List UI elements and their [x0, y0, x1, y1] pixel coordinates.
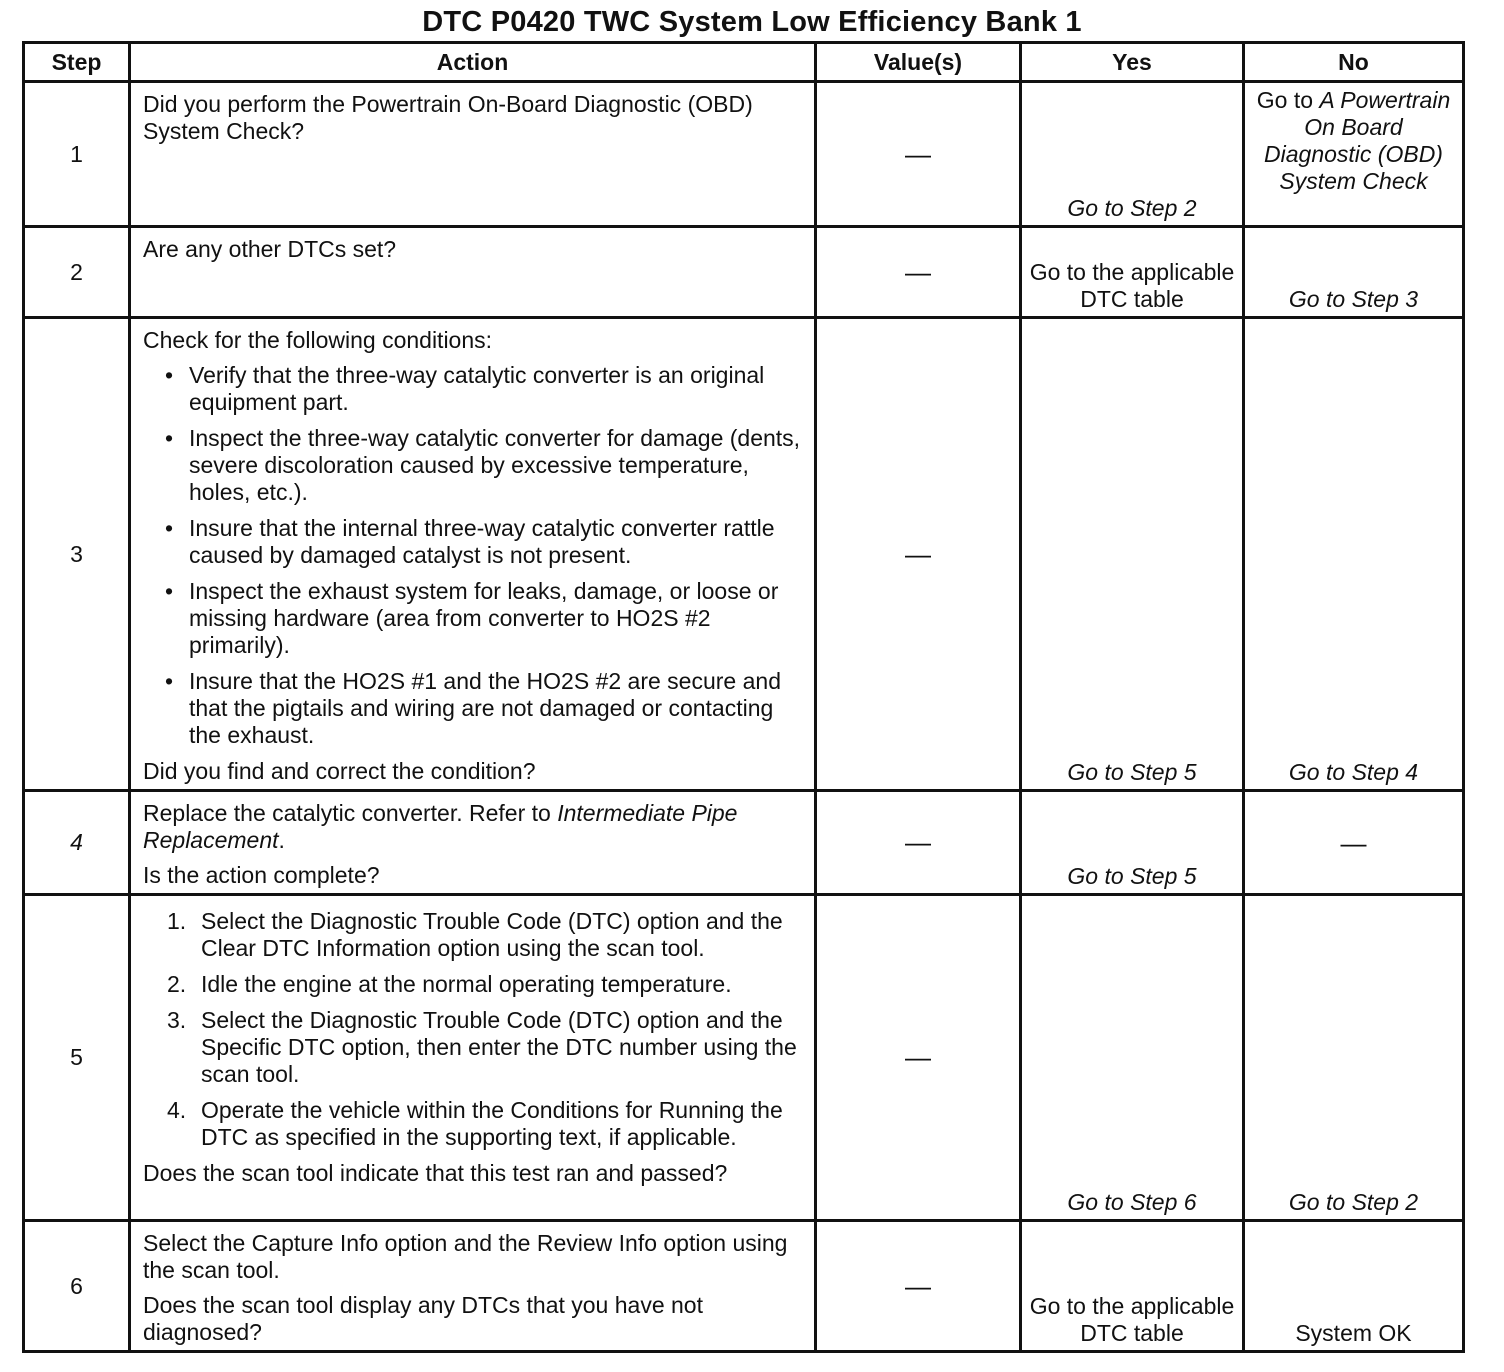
no-cell [1244, 1221, 1464, 1352]
header-yes: Yes [1021, 43, 1244, 82]
list-item: • Inspect the three-way catalytic converter for damage (dents, severe discoloration caused by excessive temperature, holes, etc.). [165, 425, 801, 505]
step-number: 2 [24, 227, 130, 318]
bullet-icon: • [165, 425, 174, 451]
yes-cell[interactable] [1021, 227, 1244, 318]
action-text: Are any other DTCs set? [143, 236, 397, 262]
table-row [24, 791, 1464, 895]
yes-link[interactable]: Go to Step 6 [1067, 1189, 1197, 1215]
page-title: DTC P0420 TWC System Low Efficiency Bank 1 [422, 6, 1082, 38]
no-link[interactable]: A Powertrain On Board Diagnostic (OBD) System Check [1264, 87, 1451, 194]
action-intro: Check for the following conditions: [143, 327, 493, 353]
header-row [24, 43, 1464, 82]
no-cell[interactable] [1244, 895, 1464, 1221]
step-number: 5 [24, 895, 130, 1221]
list-item: • Inspect the exhaust system for leaks, damage, or loose or missing hardware (area from converter to HO2S #2 primarily). [165, 578, 779, 658]
bullet-icon: • [165, 515, 174, 541]
action-cell [130, 82, 816, 227]
action-text: Did you perform the Powertrain On-Board Diagnostic (OBD) System Check? [143, 91, 753, 144]
step-number: 6 [24, 1221, 130, 1352]
action-question: Is the action complete? [143, 862, 380, 888]
no-cell: — [1244, 791, 1464, 895]
yes-cell[interactable] [1021, 318, 1244, 791]
bullet-icon: • [165, 578, 174, 604]
value-cell: — [816, 318, 1021, 791]
value-cell: — [816, 791, 1021, 895]
yes-link[interactable]: Go to Step 5 [1067, 759, 1197, 785]
no-link[interactable]: Go to Step 3 [1288, 286, 1419, 312]
procedure-list [143, 908, 804, 1151]
header-step: Step [24, 43, 130, 82]
yes-cell[interactable] [1021, 82, 1244, 227]
list-item: 2. Idle the engine at the normal operating temperature. [167, 971, 732, 997]
action-cell [130, 318, 816, 791]
diagnostic-table [22, 41, 1465, 1353]
yes-link[interactable]: Go to the applicable DTC table [1029, 259, 1235, 312]
no-link[interactable]: Go to Step 2 [1288, 1189, 1419, 1215]
action-cell [130, 1221, 816, 1352]
value-cell: — [816, 82, 1021, 227]
list-item: 4. Operate the vehicle within the Conditions for Running the DTC as specified in the supporting text, if applicable. [167, 1097, 783, 1150]
step-number: 4 [24, 791, 130, 895]
action-text: Select the Capture Info option and the Review Info option using the scan tool. [143, 1230, 788, 1283]
no-cell[interactable] [1244, 82, 1464, 227]
step-number: 1 [24, 82, 130, 227]
yes-link[interactable]: Go to the applicable DTC table [1029, 1293, 1235, 1346]
table-row [24, 227, 1464, 318]
action-cell [130, 227, 816, 318]
list-item: 3. Select the Diagnostic Trouble Code (DTC) option and the Specific DTC option, then enter the DTC number using the scan tool. [167, 1007, 797, 1087]
header-values: Value(s) [816, 43, 1021, 82]
step-number: 3 [24, 318, 130, 791]
no-cell[interactable] [1244, 318, 1464, 791]
list-item: • Insure that the HO2S #1 and the HO2S #2 are secure and that the pigtails and wiring are not damaged or contacting the exhaust. [165, 668, 781, 748]
action-cell [130, 895, 816, 1221]
no-result: System OK [1295, 1320, 1412, 1346]
list-item: • Verify that the three-way catalytic converter is an original equipment part. [165, 362, 765, 415]
action-question: Does the scan tool indicate that this test ran and passed? [143, 1160, 728, 1186]
action-question: Does the scan tool display any DTCs that you have not diagnosed? [143, 1292, 703, 1345]
no-link[interactable]: Go to Step 4 [1288, 759, 1419, 785]
action-cell [130, 791, 816, 895]
table-row [24, 1221, 1464, 1352]
yes-link[interactable]: Go to Step 2 [1067, 195, 1197, 221]
list-item: • Insure that the internal three-way catalytic converter rattle caused by damaged catalyst is not present. [165, 515, 775, 568]
no-cell[interactable] [1244, 227, 1464, 318]
value-cell: — [816, 1221, 1021, 1352]
value-cell: — [816, 227, 1021, 318]
reference-link[interactable]: Intermediate Pipe Replacement [143, 800, 738, 853]
yes-cell[interactable] [1021, 791, 1244, 895]
action-question: Did you find and correct the condition? [143, 758, 536, 784]
table-row [24, 318, 1464, 791]
yes-cell[interactable] [1021, 1221, 1244, 1352]
yes-cell[interactable] [1021, 895, 1244, 1221]
yes-link[interactable]: Go to Step 5 [1067, 863, 1197, 889]
no-prefix: Go to [1256, 87, 1320, 113]
table-row [24, 82, 1464, 227]
bullet-icon: • [165, 668, 174, 694]
bullet-icon: • [165, 362, 174, 388]
action-text: Replace the catalytic converter. Refer to Intermediate Pipe Replacement. [143, 800, 738, 853]
header-no: No [1244, 43, 1464, 82]
condition-list [143, 362, 804, 749]
table-row [24, 895, 1464, 1221]
list-item: 1. Select the Diagnostic Trouble Code (DTC) option and the Clear DTC Information option using the scan tool. [167, 908, 783, 961]
value-cell: — [816, 895, 1021, 1221]
header-action: Action [130, 43, 816, 82]
